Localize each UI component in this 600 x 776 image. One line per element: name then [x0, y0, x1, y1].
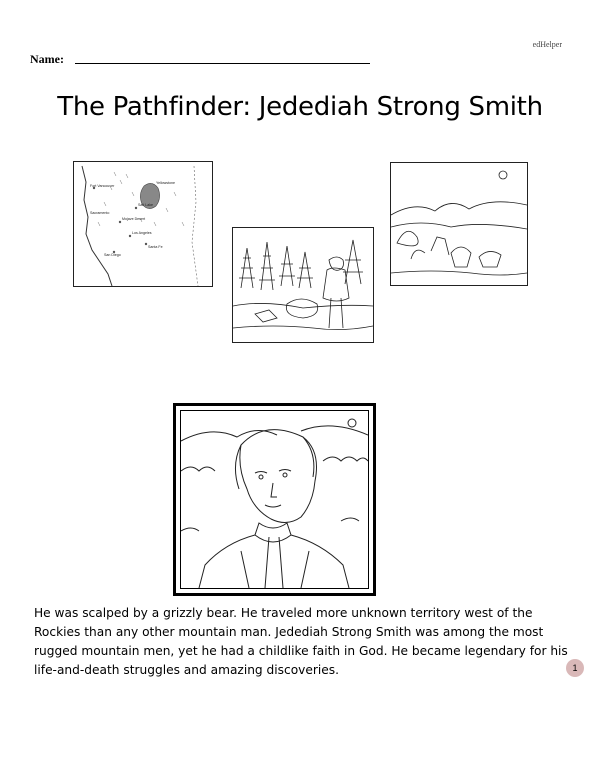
name-field[interactable]: [75, 63, 370, 64]
map-label-yellowstone: Yellowstone: [156, 181, 176, 185]
mountain-camp-illustration: [390, 162, 528, 286]
map-label-mojave: Mojave Desert: [122, 217, 146, 221]
map-label-sacramento: Sacramento: [90, 211, 110, 215]
page-title: The Pathfinder: Jedediah Strong Smith: [57, 92, 543, 122]
name-label: Name:: [30, 52, 64, 66]
map-illustration: [73, 161, 213, 287]
name-row: [30, 52, 370, 68]
portrait-illustration: [180, 410, 369, 589]
map-label-san-diego: San Diego: [104, 253, 121, 257]
map-label-los-angeles: Los Angeles: [132, 231, 152, 235]
story-paragraph: He was scalped by a grizzly bear. He traveled more unknown territory west of the Rockies than any other mountain man. Jedediah Strong Smith was among the most rugged mountain men, yet he had a childlike faith in God. He became legendary for his life-and-death struggles and amazing discoveries.: [34, 606, 568, 677]
portrait-frame: [173, 403, 376, 596]
forest-explorer-illustration: [232, 227, 374, 343]
page-number-badge: 1: [566, 659, 584, 677]
map-label-santa-fe: Santa Fe: [148, 245, 163, 249]
map-label-fort-vancouver: Fort Vancouver: [90, 184, 115, 188]
brand-label: edHelper: [532, 40, 562, 49]
map-label-salt-lake: Salt Lake: [138, 203, 153, 207]
